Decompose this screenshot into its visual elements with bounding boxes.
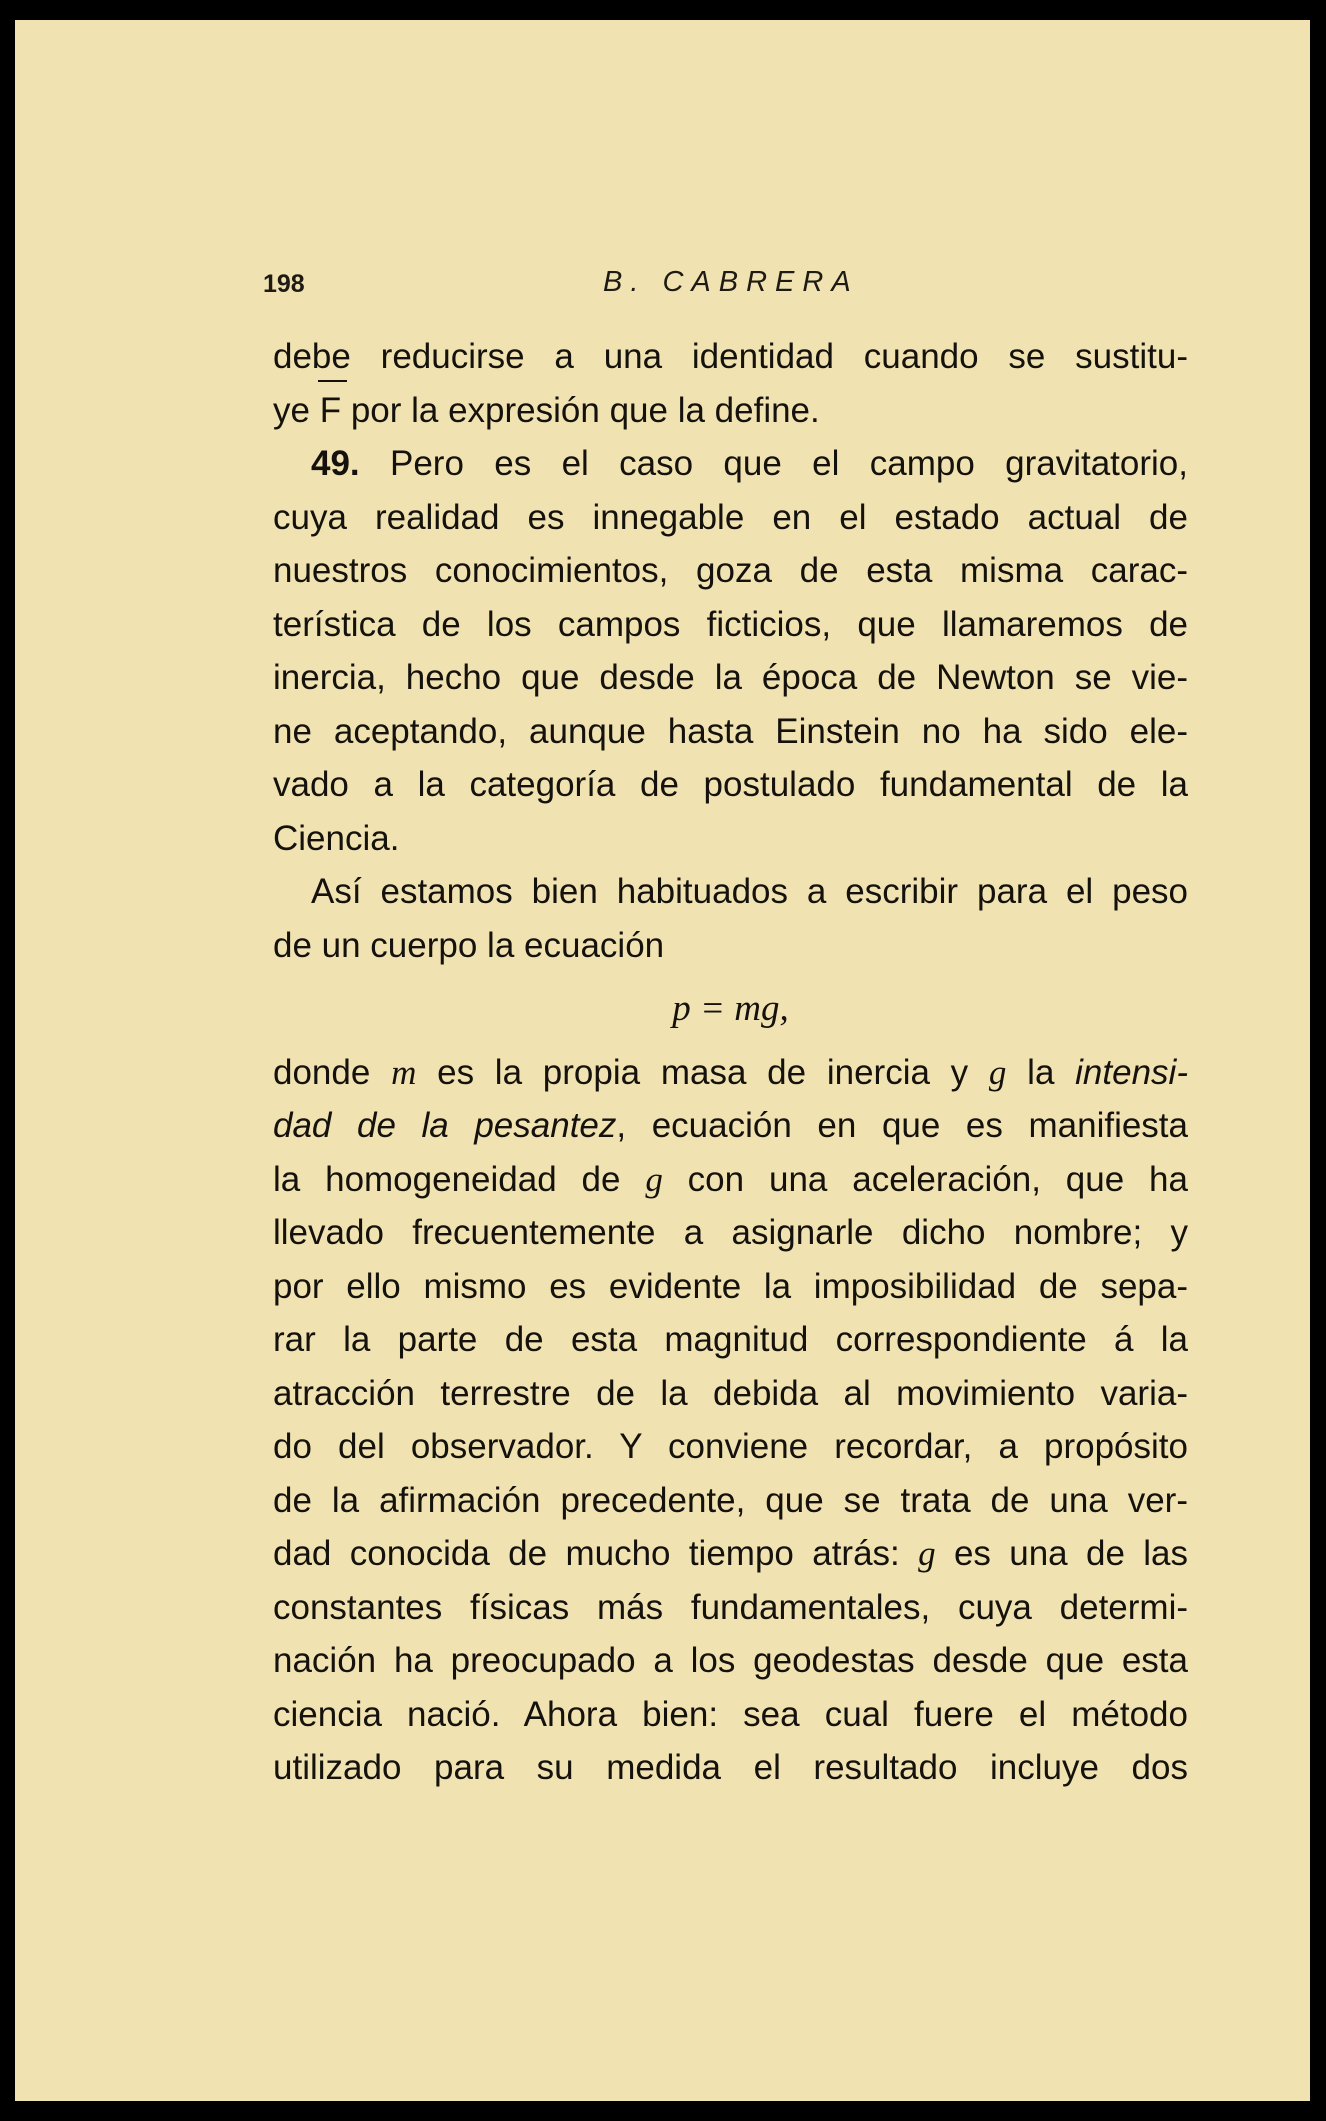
text-line: terística de los campos ficticios, que llamaremos de (273, 604, 1188, 644)
vector-f: F (320, 384, 341, 438)
text-line: Así estamos bien habituados a escribir para el peso (311, 872, 1188, 911)
text-line: atracción terrestre de la debida al movimiento varia- (273, 1373, 1188, 1413)
text-line: utilizado para su medida el resultado incluye dos (273, 1748, 1188, 1787)
text-line: de la afirmación precedente, que se trata de una ver- (273, 1480, 1188, 1520)
text-line: llevado frecuentemente a asignarle dicho nombre; y (273, 1213, 1188, 1252)
page-number: 198 (263, 270, 305, 298)
text-line: debe reducirse a una identidad cuando se sustitu- (273, 337, 1188, 376)
text-line: nuestros conocimientos, goza de esta misma carac- (273, 551, 1188, 590)
equation: p = mg, (672, 988, 789, 1029)
text-line: nación ha preocupado a los geodestas desde que esta (273, 1641, 1188, 1680)
text-line: 49. Pero es el caso que el campo gravitatorio, (311, 444, 1188, 483)
text-line: por ello mismo es evidente la imposibilidad de sepa- (273, 1266, 1188, 1306)
text-line: inercia, hecho que desde la época de Newton se vie- (273, 658, 1188, 697)
text-line: dad de la pesantez, ecuación en que es manifiesta (273, 1106, 1188, 1145)
text-line: cuya realidad es innegable en el estado actual de (273, 497, 1188, 537)
text-line: ciencia nació. Ahora bien: sea cual fuere el método (273, 1694, 1188, 1734)
text-line: donde m es la propia masa de inercia y g la intensi- (273, 1052, 1188, 1092)
running-header (15, 266, 1310, 306)
text-line: de un cuerpo la ecuación (273, 925, 665, 965)
text-line: Ciencia. (273, 818, 400, 858)
body-text (273, 330, 1188, 1795)
text-line: ne aceptando, aunque hasta Einstein no ha sido ele- (273, 711, 1188, 751)
text-line: ye F por la expresión que la define. (273, 384, 1188, 438)
text-line: do del observador. Y conviene recordar, a propósito (273, 1427, 1188, 1466)
text-line: la homogeneidad de g con una aceleración, que ha (273, 1159, 1188, 1199)
text-line: constantes físicas más fundamentales, cuya determi- (273, 1587, 1188, 1627)
running-head-author: B. CABRERA (603, 266, 859, 298)
book-page (15, 20, 1310, 2101)
text-line: vado a la categoría de postulado fundamental de la (273, 765, 1188, 804)
text-line: rar la parte de esta magnitud correspondiente á la (273, 1320, 1188, 1359)
text-line: dad conocida de mucho tiempo atrás: g es una de las (273, 1534, 1188, 1573)
